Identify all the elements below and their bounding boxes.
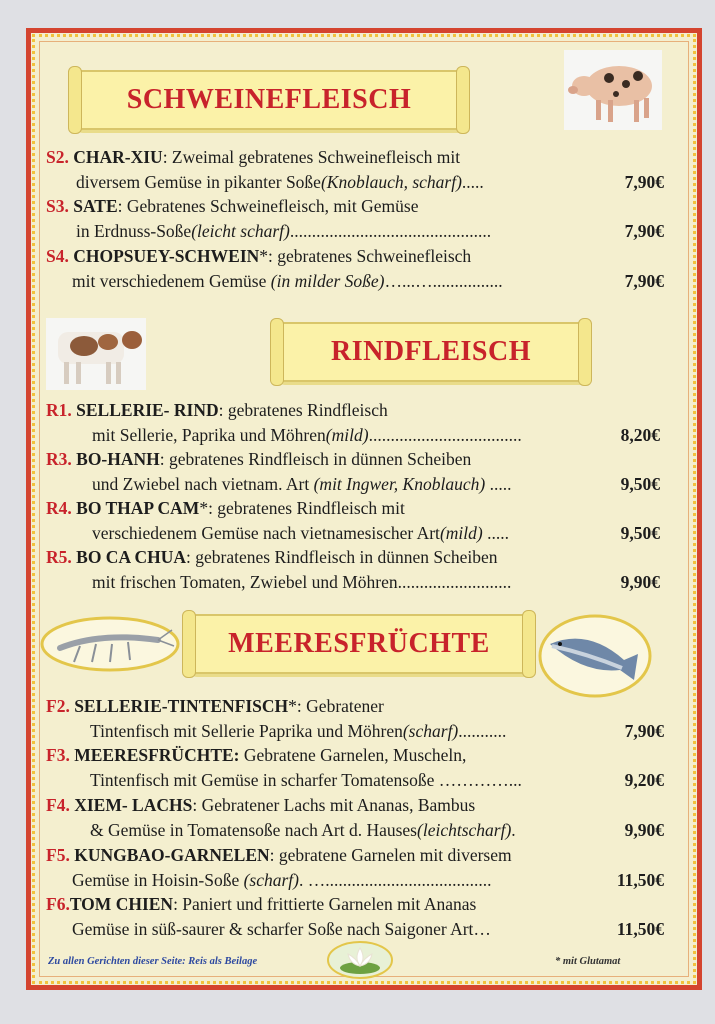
section-banner-pork — [74, 70, 464, 130]
section-banner-seafood — [188, 614, 530, 674]
menu-item-r4: R4. BO THAP CAM*: gebratenes Rindfleisch mit verschiedenem Gemüse nach vietnamesischer Art(mild) ..... 9,50€ — [46, 496, 660, 545]
side-dish-note: Zu allen Gerichten dieser Seite: Reis als Beilage — [48, 956, 258, 967]
menu-item-f2: F2. SELLERIE-TINTENFISCH*: Gebratener Tintenfisch mit Sellerie Paprika und Möhren(scharf)........... 7,90€ — [46, 694, 664, 743]
salmon-icon — [538, 614, 652, 698]
menu-item-s2: S2. CHAR-XIU: Zweimal gebratenes Schweinefleisch mit diversem Gemüse in pikanter Soße(Knoblauch, scharf)..... 7,90€ — [46, 145, 664, 194]
price: 7,90€ — [624, 220, 664, 241]
section-title-pork: SCHWEINEFLEISCH — [126, 84, 412, 115]
menu-item-s4: S4. CHOPSUEY-SCHWEIN*: gebratenes Schweinefleisch mit verschiedenem Gemüse (in milder Soße)…...…................ 7,90€ — [46, 244, 664, 293]
glutamate-note: * mit Glutamat — [555, 956, 621, 967]
price: 7,90€ — [624, 720, 664, 741]
price: 7,90€ — [624, 171, 664, 192]
pig-icon — [564, 50, 662, 130]
price: 9,50€ — [620, 522, 660, 543]
price: 9,50€ — [620, 473, 660, 494]
section-banner-beef — [276, 322, 586, 382]
section-title-beef: RINDFLEISCH — [331, 336, 531, 367]
price: 9,90€ — [620, 571, 660, 592]
price: 11,50€ — [616, 918, 664, 939]
cow-icon — [46, 318, 146, 390]
menu-item-f5: F5. KUNGBAO-GARNELEN: gebratene Garnelen mit diversem Gemüse in Hoisin-Soße (scharf). …...................................... 11,50€ — [46, 843, 664, 892]
menu-item-s3: S3. SATE: Gebratenes Schweinefleisch, mit Gemüse in Erdnuss-Soße(leicht scharf).............................................. 7,90€ — [46, 194, 664, 243]
price: 9,20€ — [624, 769, 664, 790]
menu-item-f3: F3. MEERESFRÜCHTE: Gebratene Garnelen, Muscheln, Tintenfisch mit Gemüse in scharfer Tomatensoße …………... 9,20€ — [46, 743, 664, 792]
menu-item-f4: F4. XIEM- LACHS: Gebratener Lachs mit Ananas, Bambus & Gemüse in Tomatensoße nach Art d. Hauses(leichtscharf). 9,90€ — [46, 793, 664, 842]
price: 7,90€ — [624, 270, 664, 291]
shrimp-icon — [40, 616, 180, 672]
price: 9,90€ — [624, 819, 664, 840]
menu-item-r1: R1. SELLERIE- RIND: gebratenes Rindfleisch mit Sellerie, Paprika und Möhren(mild)................................... 8,20€ — [46, 398, 660, 447]
menu-item-r5: R5. BO CA CHUA: gebratenes Rindfleisch in dünnen Scheiben mit frischen Tomaten, Zwiebel und Möhren.......................... 9,90€ — [46, 545, 660, 594]
price: 8,20€ — [620, 424, 660, 445]
section-title-seafood: MEERESFRÜCHTE — [228, 628, 490, 659]
lotus-icon — [326, 940, 394, 980]
menu-item-f6: F6.TOM CHIEN: Paniert und frittierte Garnelen mit Ananas Gemüse in süß-saurer & scharfer Soße nach Saigoner Art… 11,50€ — [46, 892, 664, 941]
price: 11,50€ — [616, 869, 664, 890]
menu-item-r3: R3. BO-HANH: gebratenes Rindfleisch in dünnen Scheiben und Zwiebel nach vietnam. Art (mit Ingwer, Knoblauch) ..... 9,50€ — [46, 447, 660, 496]
